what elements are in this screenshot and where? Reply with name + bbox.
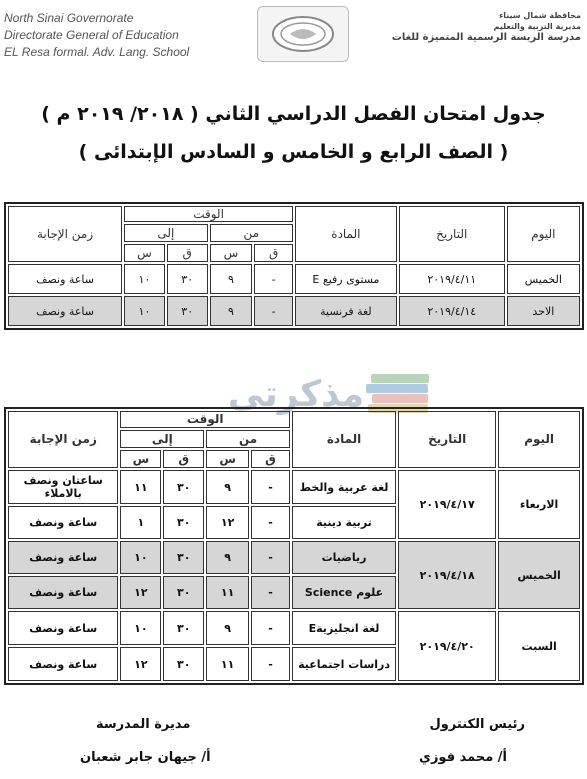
subject-cell: مستوى رفيع E	[295, 264, 397, 294]
date-cell: ٢٠١٩/٤/١١	[399, 264, 505, 294]
control-head-title: رئيس الكنترول	[429, 717, 525, 732]
day-cell: الخميس	[507, 264, 580, 294]
header-s: س	[120, 450, 161, 468]
header-s: س	[206, 450, 249, 468]
from-minute-cell: -	[251, 470, 290, 504]
from-minute-cell: -	[251, 506, 290, 539]
header-q: ق	[167, 244, 208, 262]
from-minute-cell: -	[251, 576, 290, 609]
page-subtitle: ( الصف الرابع و الخامس و السادس الإبتدائى )	[78, 141, 509, 163]
header-day: اليوم	[507, 206, 580, 262]
from-hour-cell: ٩	[210, 296, 253, 326]
from-hour-cell: ٩	[206, 470, 249, 504]
subject-cell: لغة عربية والخط	[292, 470, 396, 504]
control-head-name: أ/ محمد فوزي	[419, 750, 507, 765]
header-en-line: Directorate General of Education	[4, 28, 179, 42]
header-s: س	[124, 244, 165, 262]
header-time: الوقت	[120, 411, 290, 428]
from-hour-cell: ١٢	[206, 506, 249, 539]
date-cell: ٢٠١٩/٤/١٧	[398, 470, 496, 539]
table-row	[8, 264, 580, 294]
duration-cell: ساعتان ونصف بالاملاء	[8, 470, 118, 504]
schedule-table-2	[4, 407, 584, 685]
date-cell: ٢٠١٩/٤/١٤	[399, 296, 505, 326]
to-minute-cell: ٣٠	[163, 470, 204, 504]
duration-cell: ساعة ونصف	[8, 506, 118, 539]
to-minute-cell: ٣٠	[163, 541, 204, 574]
to-hour-cell: ١٠	[124, 296, 165, 326]
day-cell: الاحد	[507, 296, 580, 326]
from-minute-cell: -	[251, 541, 290, 574]
to-hour-cell: ١٢	[120, 576, 161, 609]
to-hour-cell: ١٠	[120, 611, 161, 645]
date-cell: ٢٠١٩/٤/١٨	[398, 541, 496, 609]
header-to: إلى	[124, 224, 207, 242]
duration-cell: ساعة ونصف	[8, 576, 118, 609]
header-subject: المادة	[295, 206, 397, 262]
to-hour-cell: ١٠	[120, 541, 161, 574]
from-hour-cell: ١١	[206, 576, 249, 609]
subject-cell: تربية دينية	[292, 506, 396, 539]
header-time: الوقت	[124, 206, 293, 222]
from-minute-cell: -	[254, 296, 293, 326]
from-hour-cell: ٩	[210, 264, 253, 294]
header-ar-line: محافظة شمال سيناء	[499, 11, 581, 20]
header-date: التاريخ	[399, 206, 505, 262]
school-header-arabic	[392, 10, 581, 43]
schedule-table-1	[4, 202, 584, 330]
header-from: من	[210, 224, 293, 242]
header-duration: زمن الإجابة	[8, 411, 118, 468]
subject-cell: لغة انجليزيةE	[292, 611, 396, 645]
to-minute-cell: ٣٠	[163, 506, 204, 539]
date-cell: ٢٠١٩/٤/٢٠	[398, 611, 496, 681]
header-en-line: North Sinai Governorate	[4, 11, 134, 25]
to-minute-cell: ٣٠	[163, 611, 204, 645]
subject-cell: دراسات اجتماعية	[292, 647, 396, 681]
to-hour-cell: ١١	[120, 470, 161, 504]
table-row	[8, 611, 580, 645]
from-minute-cell: -	[251, 647, 290, 681]
header-q: ق	[254, 244, 293, 262]
subject-cell: علوم Science	[292, 576, 396, 609]
header-q: ق	[163, 450, 204, 468]
from-hour-cell: ١١	[206, 647, 249, 681]
duration-cell: ساعة ونصف	[8, 647, 118, 681]
duration-cell: ساعة ونصف	[8, 264, 122, 294]
seal-icon	[268, 12, 338, 56]
duration-cell: ساعة ونصف	[8, 541, 118, 574]
to-hour-cell: ١٢	[120, 647, 161, 681]
to-minute-cell: ٣٠	[167, 296, 208, 326]
from-hour-cell: ٩	[206, 611, 249, 645]
from-minute-cell: -	[251, 611, 290, 645]
header-day: اليوم	[498, 411, 580, 468]
header-duration: زمن الإجابة	[8, 206, 122, 262]
day-cell: الاربعاء	[498, 470, 580, 539]
to-minute-cell: ٣٠	[163, 647, 204, 681]
subject-cell: رياضيات	[292, 541, 396, 574]
header-en-line: EL Resa formal. Adv. Lang. School	[4, 45, 190, 59]
principal-name: أ/ جيهان جابر شعبان	[80, 750, 211, 765]
to-hour-cell: ١	[120, 506, 161, 539]
to-hour-cell: ١٠	[124, 264, 165, 294]
from-minute-cell: -	[254, 264, 293, 294]
to-minute-cell: ٣٠	[163, 576, 204, 609]
table-row	[8, 296, 580, 326]
header-date: التاريخ	[398, 411, 496, 468]
school-header-english	[4, 10, 189, 61]
header-to: إلى	[120, 430, 204, 448]
header-ar-line: مدرسة الريسة الرسمية المتميزة للغات	[391, 32, 581, 43]
school-logo	[257, 6, 349, 62]
day-cell: السبت	[498, 611, 580, 681]
duration-cell: ساعة ونصف	[8, 611, 118, 645]
to-minute-cell: ٣٠	[167, 264, 208, 294]
principal-title: مديرة المدرسة	[96, 717, 191, 732]
header-ar-line: مديرية التربية والتعليم	[493, 22, 581, 31]
header-q: ق	[251, 450, 290, 468]
header-s: س	[210, 244, 253, 262]
page-title: جدول امتحان الفصل الدراسي الثاني ( ٢٠١٨/ ٢٠١٩ م )	[41, 103, 546, 125]
table-row	[8, 541, 580, 574]
header-from: من	[206, 430, 290, 448]
subject-cell: لغة فرنسية	[295, 296, 397, 326]
duration-cell: ساعة ونصف	[8, 296, 122, 326]
day-cell: الخميس	[498, 541, 580, 609]
from-hour-cell: ٩	[206, 541, 249, 574]
watermark-text: مذكرتى	[227, 374, 365, 415]
header-subject: المادة	[292, 411, 396, 468]
table-row	[8, 470, 580, 504]
